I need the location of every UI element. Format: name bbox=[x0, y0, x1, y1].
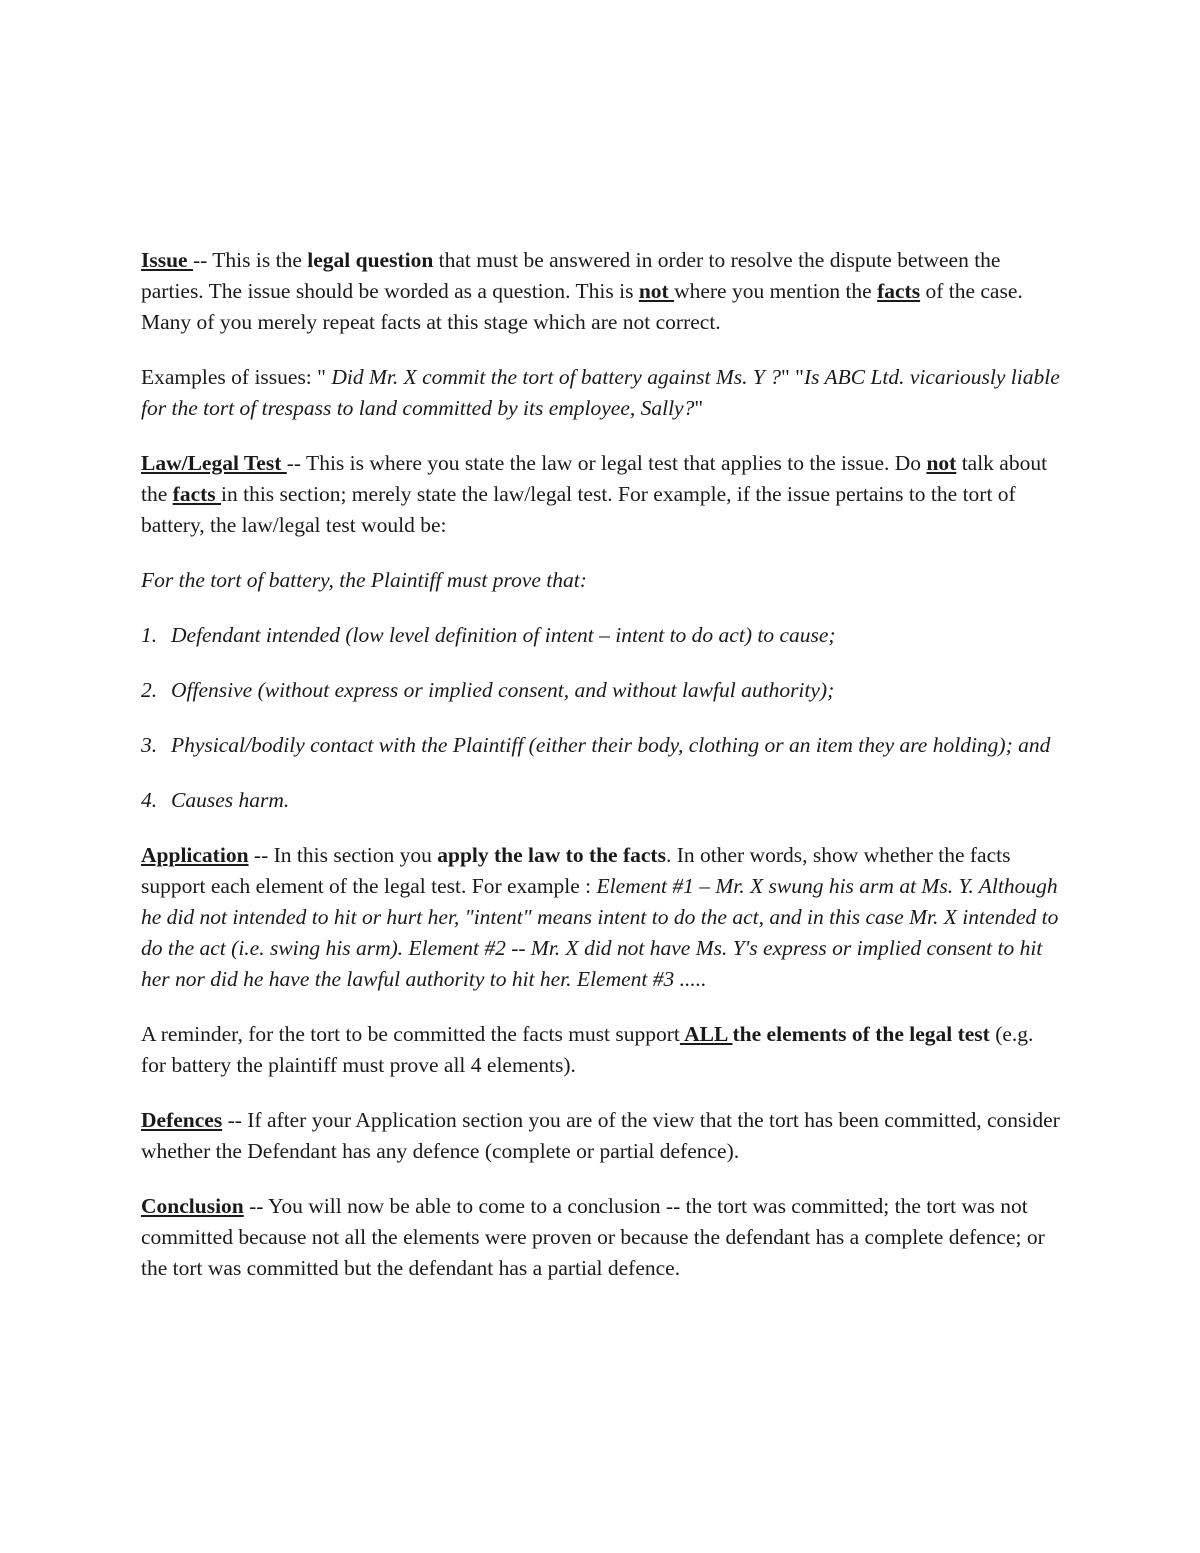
examples-paragraph bbox=[141, 362, 1061, 424]
issue-separator: -- This is the bbox=[192, 248, 308, 272]
conclusion-text: -- You will now be able to come to a conclusion -- the tort was committed; the tort was not committed because not all the elements were proven or because the defendant has a complete defence; or the tort was committed but the defendant has a partial defence. bbox=[141, 1194, 1045, 1280]
law-text-3: in this section; merely state the law/legal test. For example, if the issue pertains to the tort of battery, the law/legal test would be: bbox=[141, 482, 1016, 537]
issue-heading: Issue bbox=[141, 248, 193, 272]
application-text-2: . In other words, show whether the facts support each element of the legal test. For example : bbox=[141, 843, 1011, 898]
element-text: Physical/bodily contact with the Plaintiff (either their body, clothing or an item they are holding); and bbox=[171, 733, 1051, 757]
application-paragraph bbox=[141, 840, 1061, 995]
issue-legal-question: legal question bbox=[307, 248, 434, 272]
element-item-2 bbox=[141, 675, 1061, 706]
application-heading: Application bbox=[141, 843, 249, 867]
conclusion-paragraph bbox=[141, 1191, 1061, 1284]
reminder-paragraph bbox=[141, 1019, 1061, 1081]
conclusion-heading: Conclusion bbox=[141, 1194, 244, 1218]
document-page bbox=[141, 245, 1061, 1308]
reminder-text-1: A reminder, for the tort to be committed the facts must support bbox=[141, 1022, 680, 1046]
application-example: Element #1 – Mr. X swung his arm at Ms. Y. Although he did not intended to hit or hurt her, "intent" means intent to do the act, and in this case Mr. X intended to do the act (i.e. swing his arm). Element #2 -- Mr. X did not have Ms. Y's express or implied consent to hit her nor did he have the lawful authority to hit her. Element #3 ..... bbox=[141, 874, 1059, 991]
example-issue-1: Did Mr. X commit the tort of battery against Ms. Y ? bbox=[325, 365, 782, 389]
reminder-text-2: (e.g. for battery the plaintiff must prove all 4 elements). bbox=[141, 1022, 1034, 1077]
reminder-all-emphasis: ALL bbox=[679, 1022, 733, 1046]
issue-text-1: that must be answered in order to resolve the dispute between the parties. The issue should be worded as a question. This is bbox=[141, 248, 1001, 303]
element-item-4 bbox=[141, 785, 1061, 816]
example-issue-2: Is ABC Ltd. vicariously liable for the tort of trespass to land committed by its employee, Sally? bbox=[141, 365, 1060, 420]
reminder-bold: the elements of the legal test bbox=[732, 1022, 990, 1046]
element-text: Causes harm. bbox=[171, 788, 290, 812]
issue-facts-emphasis: facts bbox=[877, 279, 921, 303]
element-item-3 bbox=[141, 730, 1061, 761]
battery-intro: For the tort of battery, the Plaintiff must prove that: bbox=[141, 568, 587, 592]
element-number: 3. bbox=[141, 733, 158, 757]
element-item-1 bbox=[141, 620, 1061, 651]
element-number: 2. bbox=[141, 678, 158, 702]
issue-paragraph bbox=[141, 245, 1061, 338]
law-text-1: -- This is where you state the law or legal test that applies to the issue. Do bbox=[286, 451, 927, 475]
examples-mid: " " bbox=[781, 365, 804, 389]
issue-text-3: of the case. Many of you merely repeat facts at this stage which are not correct. bbox=[141, 279, 1023, 334]
element-number: 1. bbox=[141, 623, 158, 647]
law-text-2: talk about the bbox=[141, 451, 1048, 506]
defences-heading: Defences bbox=[141, 1108, 223, 1132]
defences-text: -- If after your Application section you are of the view that the tort has been committed, consider whether the Defendant has any defence (complete or partial defence). bbox=[141, 1108, 1060, 1163]
law-paragraph bbox=[141, 448, 1061, 541]
law-heading: Law/Legal Test bbox=[141, 451, 287, 475]
examples-lead: Examples of issues: " bbox=[141, 365, 326, 389]
element-text: Defendant intended (low level definition of intent – intent to do act) to cause; bbox=[171, 623, 836, 647]
defences-paragraph bbox=[141, 1105, 1061, 1167]
examples-end: " bbox=[694, 396, 704, 420]
law-facts-emphasis: facts bbox=[172, 482, 222, 506]
law-not-emphasis: not bbox=[926, 451, 957, 475]
application-bold: apply the law to the facts bbox=[437, 843, 666, 867]
element-number: 4. bbox=[141, 788, 158, 812]
issue-text-2: where you mention the bbox=[674, 279, 878, 303]
element-text: Offensive (without express or implied consent, and without lawful authority); bbox=[171, 678, 835, 702]
application-text-1: -- In this section you bbox=[248, 843, 438, 867]
issue-not-emphasis: not bbox=[638, 279, 675, 303]
